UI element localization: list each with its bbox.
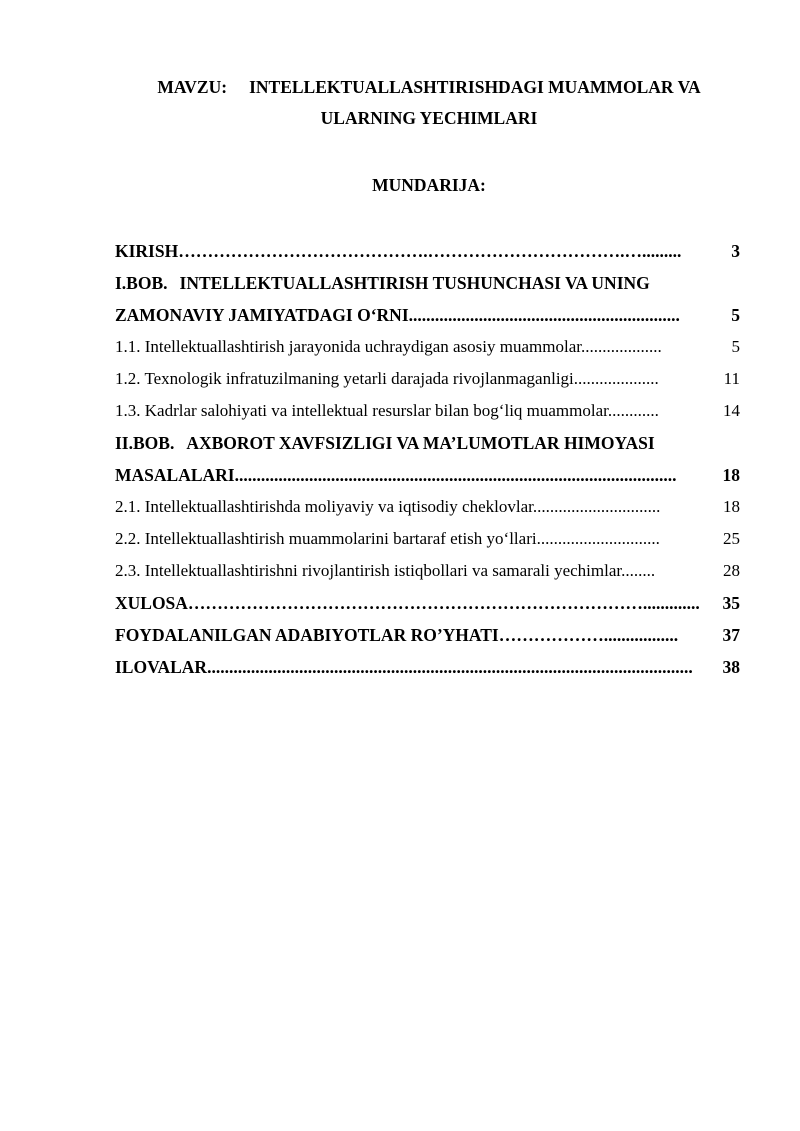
- toc-entry-1-3: [115, 398, 740, 430]
- title-line-1: [110, 72, 748, 103]
- toc-entry-text: 1.3. Kadrlar salohiyati va intellektual resurslar bilan bog‘liq muammolar............: [115, 401, 659, 420]
- toc-chapter-title: AXBOROT XAVFSIZLIGI VA MA’LUMOTLAR HIMOYASI: [186, 433, 655, 453]
- toc-page-number: 25: [723, 526, 740, 552]
- toc-page-number: 37: [723, 622, 741, 648]
- toc-chapter-1-heading: [115, 270, 740, 302]
- toc-entry-text: ILOVALAR...............................................................................................................: [115, 657, 693, 677]
- toc-chapter-title: INTELLEKTUALLASHTIRISH TUSHUNCHASI VA UNING: [179, 273, 650, 293]
- toc-entry-text: 1.2. Texnologik infratuzilmaning yetarli darajada rivojlanmaganligi....................: [115, 369, 659, 388]
- toc-page-number: 18: [723, 494, 740, 520]
- toc-entry-text: ZAMONAVIY JAMIYATDAGI O‘RNI..............................................................: [115, 305, 680, 325]
- toc-chapter-2-continuation: [115, 462, 740, 494]
- document-title: [110, 72, 748, 134]
- title-line-2: ULARNING YECHIMLARI: [320, 108, 538, 128]
- toc-entry-1-2: [115, 366, 740, 398]
- toc-page-number: 5: [732, 334, 741, 360]
- title-label: MAVZU:: [157, 77, 228, 97]
- toc-chapter-2-heading: [115, 430, 740, 462]
- toc-entry-text: XULOSA…………………………………………………………………….............: [115, 593, 700, 613]
- toc-entry-2-2: [115, 526, 740, 558]
- title-text-1: INTELLEKTUALLASHTIRISHDAGI MUAMMOLAR VA: [249, 77, 701, 97]
- table-of-contents: [115, 238, 740, 686]
- toc-page-number: 11: [724, 366, 740, 392]
- toc-entry-2-1: [115, 494, 740, 526]
- toc-page-number: 35: [723, 590, 741, 616]
- toc-chapter-1-continuation: [115, 302, 740, 334]
- toc-page-number: 5: [731, 302, 740, 328]
- toc-entry-kirish: [115, 238, 740, 270]
- toc-entry-xulosa: [115, 590, 740, 622]
- toc-page-number: 14: [723, 398, 740, 424]
- toc-entry-text: MASALALARI.....................................................................................................: [115, 465, 677, 485]
- toc-page-number: 38: [723, 654, 741, 680]
- toc-entry-ilovalar: [115, 654, 740, 686]
- toc-heading: MUNDARIJA:: [372, 175, 486, 195]
- toc-entry-text: KIRISH…………………………………….…………………………….….........: [115, 241, 682, 261]
- toc-entry-1-1: [115, 334, 740, 366]
- toc-page-number: 18: [723, 462, 741, 488]
- toc-entry-text: 1.1. Intellektuallashtirish jarayonida uchraydigan asosiy muammolar...................: [115, 337, 662, 356]
- toc-entry-text: FOYDALANILGAN ADABIYOTLAR RO’YHATI……………….................: [115, 625, 679, 645]
- toc-entry-2-3: [115, 558, 740, 590]
- toc-entry-text: 2.1. Intellektuallashtirishda moliyaviy va iqtisodiy cheklovlar..............................: [115, 497, 661, 516]
- toc-chapter-label: II.BOB.: [115, 433, 175, 453]
- toc-entry-text: 2.2. Intellektuallashtirish muammolarini bartaraf etish yo‘llari.............................: [115, 529, 660, 548]
- toc-chapter-label: I.BOB.: [115, 273, 168, 293]
- toc-entry-text: 2.3. Intellektuallashtirishni rivojlantirish istiqbollari va samarali yechimlar........: [115, 561, 656, 580]
- toc-entry-adabiyotlar: [115, 622, 740, 654]
- toc-page-number: 28: [723, 558, 740, 584]
- toc-page-number: 3: [731, 238, 740, 264]
